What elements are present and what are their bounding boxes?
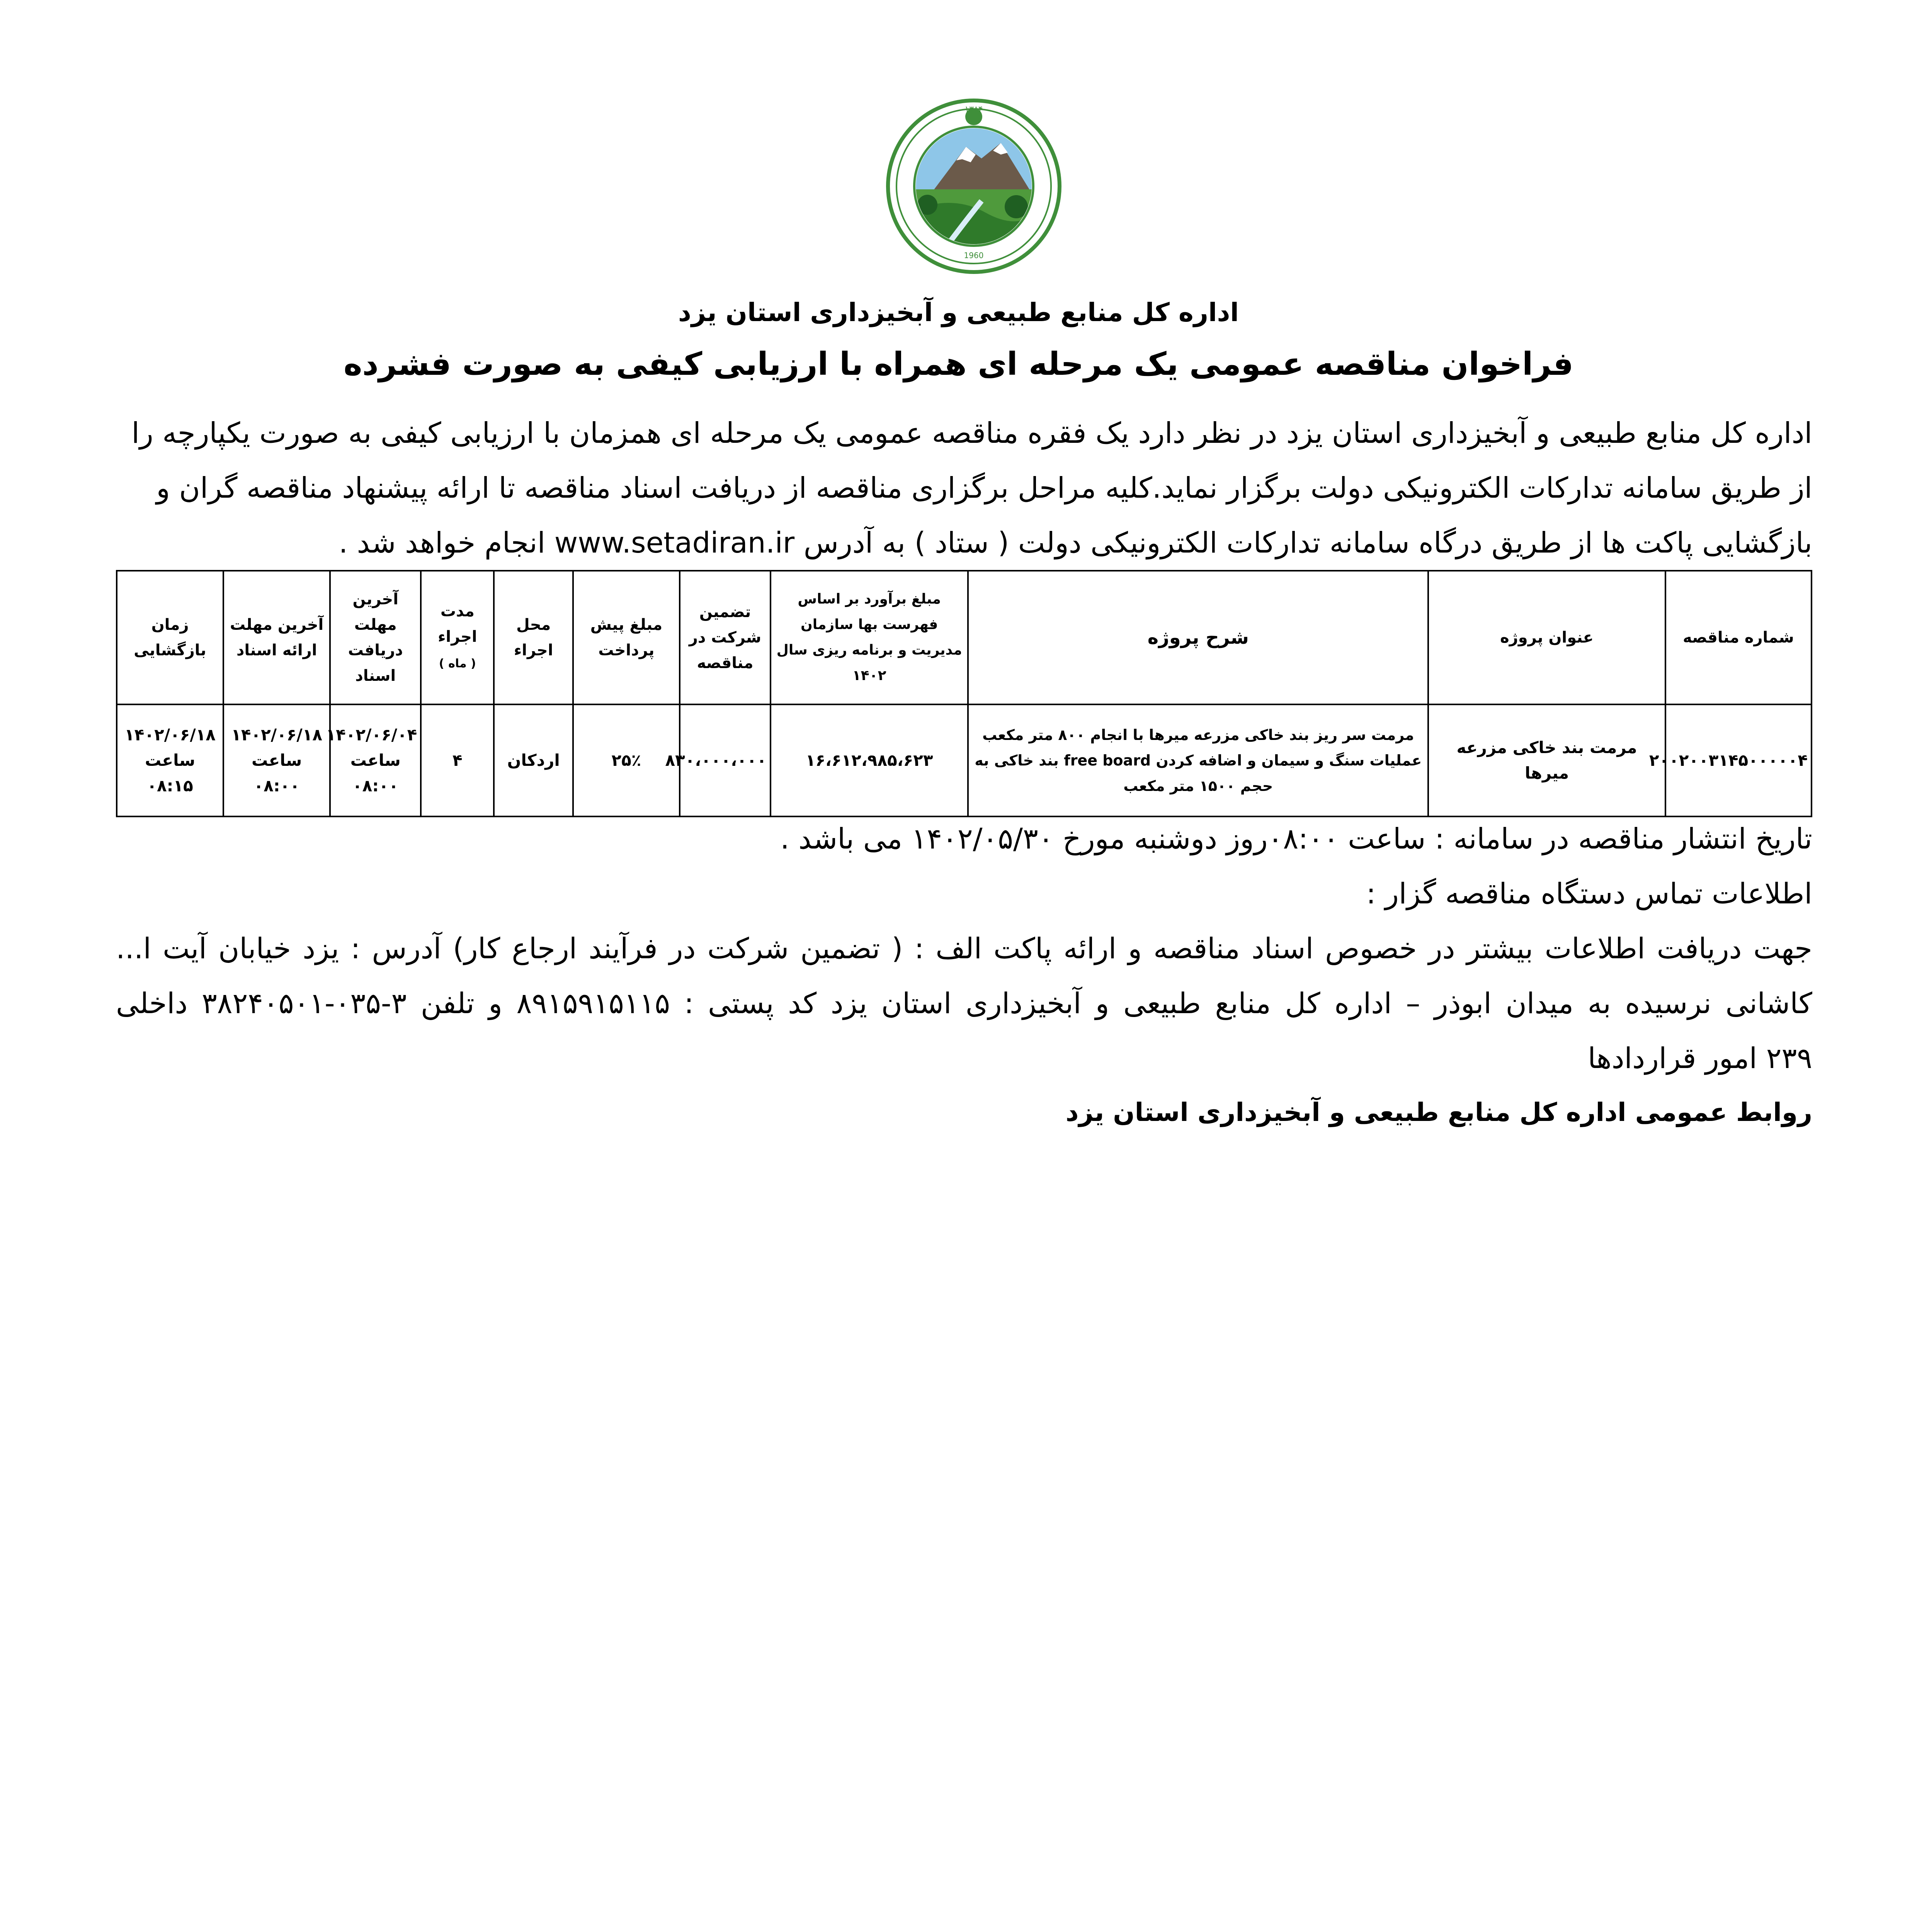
cell-estimate: ۱۶،۶۱۲،۹۸۵،۶۲۳	[771, 704, 968, 816]
table-header-row	[117, 571, 1812, 704]
announcement-title: فراخوان مناقصه عمومی یک مرحله ای همراه با ارزیابی کیفی به صورت فشرده	[344, 346, 1573, 383]
header-duration-unit: ( ماه )	[439, 657, 476, 670]
header-duration-label: مدت اجراء	[438, 602, 477, 646]
cell-opening-time	[117, 704, 223, 816]
table-row	[117, 704, 1812, 816]
cell-tender-no: ۲۰۰۲۰۰۳۱۴۵۰۰۰۰۰۴	[1665, 704, 1812, 816]
cell-submit-deadline	[223, 704, 330, 816]
header-submit-deadline: آخرین مهلت ارائه اسناد	[223, 571, 330, 704]
header-location: محل اجراء	[494, 571, 573, 704]
submit-deadline-date: ۱۴۰۲/۰۶/۱۸	[231, 725, 323, 744]
footer-signature: روابط عمومی اداره کل منابع طبیعی و آبخیزداری استان یزد	[1065, 1097, 1812, 1127]
intro-line: اداره کل منابع طبیعی و آبخیزداری استان یزد در نظر دارد یک فقره مناقصه عمومی یک مرحله ای همزمان با ارزیابی کیفی به صورت یکپارچه را	[131, 417, 1812, 450]
contact-line: کاشانی نرسیده به میدان ابوذر – اداره کل منابع طبیعی و آبخیزداری استان یزد کد پستی : ۸۹۱۵۹۱۵۱۱۵ و تلفن ۳-۰۳۵-۳۸۲۴۰۵۰۱ داخلی	[116, 987, 1812, 1020]
opening-time: ساعت ۰۸:۱۵	[145, 751, 196, 795]
cell-duration: ۴	[421, 704, 494, 816]
doc-deadline-time: ساعت ۰۸:۰۰	[350, 751, 401, 795]
cell-doc-deadline	[326, 704, 421, 816]
contact-line: ۲۳۹ امور قراردادها	[1588, 1042, 1812, 1075]
intro-line: بازگشایی پاکت ها از طریق درگاه سامانه تدارکات الکترونیکی دولت ( ستاد ) به آدرس www.setadiran.ir انجام خواهد شد .	[338, 526, 1812, 560]
contact-title: اطلاعات تماس دستگاه مناقصه گزار :	[1366, 877, 1812, 910]
tender-table	[116, 570, 1812, 817]
header-prepayment: مبلغ پیش پرداخت	[573, 571, 680, 704]
opening-date: ۱۴۰۲/۰۶/۱۸	[124, 725, 216, 744]
header-guarantee: تضمین شرکت در مناقصه	[680, 571, 771, 704]
cell-prepayment: ۲۵٪	[573, 704, 680, 816]
header-tender-no: شماره مناقصه	[1665, 571, 1812, 704]
cell-project-description: مرمت سر ریز بند خاکی مزرعه میرها با انجام ۸۰۰ متر مکعب عملیات سنگ و سیمان و اضافه کردن free board بند خاکی به حجم ۱۵۰۰ متر مکعب	[968, 704, 1428, 816]
logo-year-top: ۱۳۸۴	[964, 105, 983, 114]
header-duration	[421, 571, 494, 704]
cell-location: اردکان	[494, 704, 573, 816]
header-project-title: عنوان پروژه	[1428, 571, 1665, 704]
intro-line: از طریق سامانه تدارکات الکترونیکی دولت برگزار نماید.کلیه مراحل برگزاری مناقصه از دریافت اسناد مناقصه تا ارائه پیشنهاد مناقصه گران و	[156, 471, 1812, 505]
submit-deadline-time: ساعت ۰۸:۰۰	[252, 751, 302, 795]
header-doc-deadline: آخرین مهلت دریافت اسناد	[330, 571, 421, 704]
intro-paragraph	[116, 406, 1812, 570]
logo-year-bottom: 1960	[964, 251, 984, 260]
organization-title: اداره کل منابع طبیعی و آبخیزداری استان یزد	[678, 298, 1239, 327]
publish-date-text: تاریخ انتشار مناقصه در سامانه : ساعت ۰۸:۰۰روز دوشنبه مورخ ۱۴۰۲/۰۵/۳۰ می باشد .	[780, 822, 1812, 855]
cell-guarantee: ۸۳۰،۰۰۰،۰۰۰	[680, 704, 771, 816]
organization-logo	[885, 97, 1063, 274]
notes-section	[116, 811, 1812, 1086]
header-estimate: مبلغ برآورد بر اساس فهرست بها سازمان مدیریت و برنامه ریزی سال ۱۴۰۲	[771, 571, 968, 704]
header-project-description: شرح پروژه	[968, 571, 1428, 704]
contact-line: جهت دریافت اطلاعات بیشتر در خصوص اسناد مناقصه و ارائه پاکت الف : ( تضمین شرکت در فرآیند ارجاع کار) آدرس : یزد خیابان آیت ا...	[116, 932, 1812, 965]
logo-emblem	[885, 97, 1063, 274]
header-opening-time: زمان بازگشایی	[117, 571, 223, 704]
doc-deadline-date: ۱۴۰۲/۰۶/۰۴	[326, 725, 417, 744]
cell-project-title: مرمت بند خاکی مزرعه میرها	[1428, 704, 1665, 816]
